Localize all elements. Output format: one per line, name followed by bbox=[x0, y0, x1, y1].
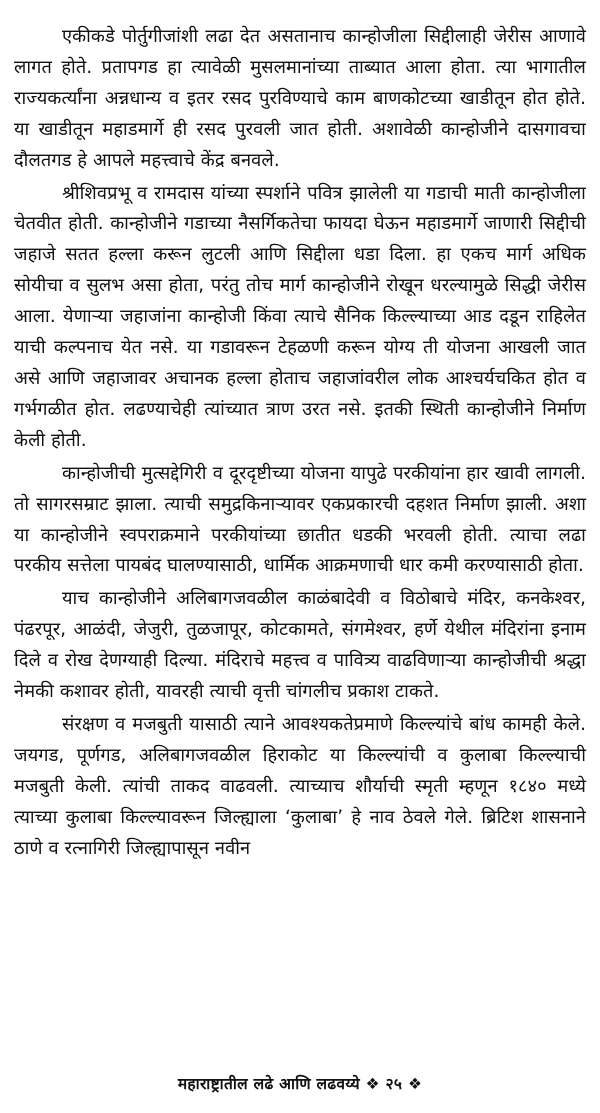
paragraph-1: एकीकडे पोर्तुगीजांशी लढा देत असतानाच कान्होजीला सिद्दीलाही जेरीस आणावे लागत होते. प्रतापगड हा त्यावेळी मुसलमानांच्या ताब्यात आला होता. त्या भागातील राज्यकर्त्यांना अन्नधान्य व इतर रसद पुरविण्याचे काम बाणकोटच्या खाडीतून होत होते. या खाडीतून महाडमार्गे ही रसद पुरवली जात होती. अशावेळी कान्होजीने दासगावचा दौलतगड हे आपले महत्त्वाचे केंद्र बनवले. bbox=[14, 26, 586, 171]
page-footer: महाराष्ट्रातील लढे आणि लढवय्ये ❖ २५ ❖ bbox=[177, 1075, 423, 1093]
paragraph-5: संरक्षण व मजबुती यासाठी त्याने आवश्यकतेप्रमाणे किल्ल्यांचे बांध कामही केले. जयगड, पूर्णगड, अलिबागजवळील हिराकोट या किल्ल्यांची व कुलाबा किल्ल्याची मजबुती केली. त्यांची ताकद वाढवली. त्याच्याच शौर्याची स्मृती म्हणून १८४० मध्ये त्याच्या कुलाबा किल्ल्यावरून जिल्ह्याला ‘कुलाबा’ हे नाव ठेवले गेले. ब्रिटिश शासनाने ठाणे व रत्नागिरी जिल्ह्यापासून नवीन bbox=[14, 713, 586, 859]
paragraph-4: याच कान्होजीने अलिबागजवळील काळंबादेवी व विठोबाचे मंदिर, कनकेश्वर, पंढरपूर, आळंदी, जेजुरी, तुळजापूर, कोटकामते, संगमेश्वर, हर्णे येथील मंदिरांना इनाम दिले व रोख देणग्याही दिल्या. मंदिराचे महत्त्व व पावित्र्य वाढविणाऱ्या कान्होजीची श्रद्धा नेमकी कशावर होती, यावरही त्याची वृत्ती चांगलीच प्रकाश टाकते. bbox=[14, 588, 586, 703]
paragraph-3: कान्होजीची मुत्सद्देगिरी व दूरदृष्टीच्या योजना यापुढे परकीयांना हार खावी लागली. तो सागरसम्राट झाला. त्याची समुद्रकिनाऱ्यावर एकप्रकारची दहशत निर्माण झाली. अशा या कान्होजीने स्वपराक्रमाने परकीयांच्या छातीत धडकी भरवली होती. त्याचा लढा परकीय सत्तेला पायबंद घालण्यासाठी, धार्मिक आक्रमणाची धार कमी करण्यासाठी होता. bbox=[14, 462, 586, 577]
page-body bbox=[14, 22, 586, 864]
paragraph-2: श्रीशिवप्रभू व रामदास यांच्या स्पर्शाने पवित्र झालेली या गडाची माती कान्होजीला चेतवीत होती. कान्होजीने गडाच्या नैसर्गिकतेचा फायदा घेऊन महाडमार्गे जाणारी सिद्दीची जहाजे सतत हल्ला करून लुटली आणि सिद्दीला धडा दिला. हा एकच मार्ग अधिक सोयीचा व सुलभ असा होता, परंतु तोच मार्ग कान्होजीने रोखून धरल्यामुळे सिद्धी जेरीस आला. येणाऱ्या जहाजांना कान्होजी किंवा त्याचे सैनिक किल्ल्याच्या आड दडून राहिलेत याची कल्पनाच येत नसे. या गडावरून टेहळणी करून योग्य ती योजना आखली जात असे आणि जहाजावर अचानक हल्ला होताच जहाजांवरील लोक आश्चर्यचकित होत व गर्भगळीत होत. लढण्याचेही त्यांच्यात त्राण उरत नसे. इतकी स्थिती कान्होजीने निर्माण केली होती. bbox=[14, 182, 586, 451]
